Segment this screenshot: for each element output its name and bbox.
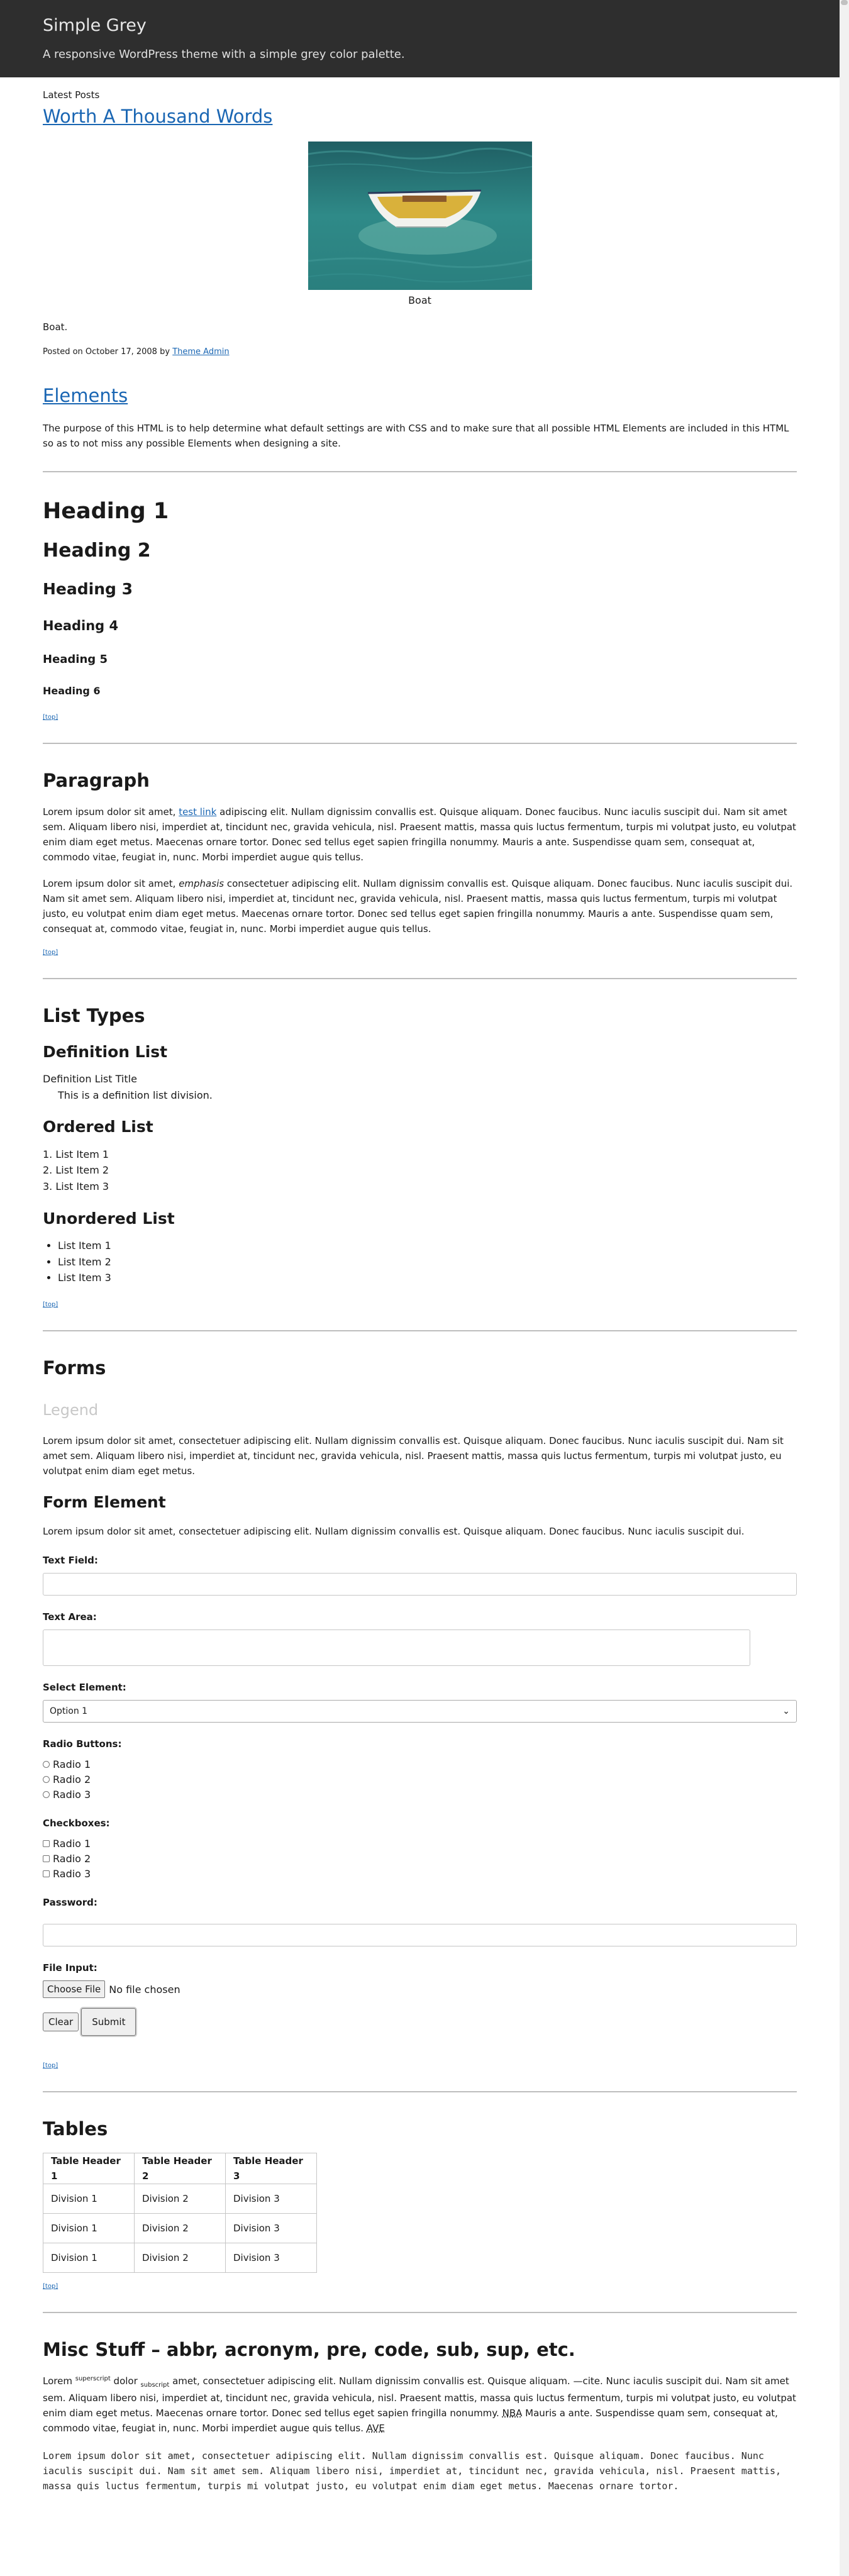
post-author-link[interactable]: Theme Admin: [172, 347, 230, 357]
list-item: 2. List Item 2: [43, 1164, 109, 1177]
select-value: Option 1: [50, 1706, 88, 1717]
checkbox-option[interactable]: Radio 1: [43, 1836, 797, 1851]
list-item: 1. List Item 1: [43, 1148, 109, 1160]
abbr-nba: NBA: [502, 2407, 523, 2419]
top-link[interactable]: [top]: [43, 1301, 58, 1308]
form-element-intro: Lorem ipsum dolor sit amet, consectetuer adipiscing elit. Nullam dignissim convallis est. Quisque aliquam. Donec faucibus. Nunc iaculis suscipit dui.: [43, 1526, 745, 1538]
choose-file-button[interactable]: Choose File: [43, 1980, 105, 1998]
section-title-tables: Tables: [43, 2118, 108, 2140]
site-title[interactable]: Simple Grey: [43, 16, 147, 35]
select-label: Select Element:: [43, 1682, 126, 1694]
post-title-link[interactable]: Elements: [43, 385, 128, 407]
heading-1: Heading 1: [43, 498, 169, 524]
divider: [43, 2091, 797, 2092]
file-status: No file chosen: [109, 1983, 180, 1996]
table-header: Table Header 3: [226, 2153, 317, 2184]
radio-option[interactable]: Radio 3: [43, 1787, 797, 1802]
post-title: [43, 384, 797, 408]
heading-5: Heading 5: [43, 652, 108, 666]
superscript-text: superscript: [75, 2375, 111, 2382]
list-item: • List Item 3: [58, 1270, 797, 1286]
text-field[interactable]: [43, 1573, 797, 1596]
password-label: Password:: [43, 1897, 97, 1909]
text-area-label: Text Area:: [43, 1611, 97, 1623]
table-cell: Division 3: [226, 2184, 317, 2214]
list-item: • List Item 1: [58, 1238, 797, 1254]
table-header-row: [43, 2153, 317, 2184]
select-element[interactable]: [43, 1700, 797, 1723]
heading-3: Heading 3: [43, 580, 133, 599]
table-cell: Division 1: [43, 2184, 135, 2214]
clear-button[interactable]: Clear: [43, 2012, 79, 2031]
main-content: [0, 77, 840, 2494]
radio-buttons-label: Radio Buttons:: [43, 1738, 122, 1750]
radio-option[interactable]: Radio 1: [43, 1757, 797, 1772]
checkbox[interactable]: [43, 1840, 50, 1847]
radio-button[interactable]: [43, 1791, 50, 1798]
definition-description: This is a definition list division.: [58, 1089, 213, 1101]
table-cell: Division 3: [226, 2214, 317, 2243]
table-cell: Division 2: [135, 2214, 226, 2243]
preformatted-text: Lorem ipsum dolor sit amet, consectetuer adipiscing elit. Nullam dignissim convallis est. Quisque aliquam. Donec faucibus. Nunc iaculis suscipit dui. Nam sit amet sem. Aliquam libero nisi, imperdiet at, tincidunt nec, gravida vehicula, nisl. Praesent mattis, massa quis luctus fermentum, turpis mi volutpat justo, eu volutpat enim diam eget metus. Maecenas ornare tortor.: [43, 2450, 781, 2492]
test-link[interactable]: test link: [179, 806, 217, 818]
table-cell: Division 3: [226, 2243, 317, 2273]
heading-4: Heading 4: [43, 618, 119, 634]
divider: [43, 1330, 797, 1331]
data-table: [43, 2153, 317, 2273]
form-element-title: Form Element: [43, 1492, 166, 1511]
section-title-misc: Misc Stuff – abbr, acronym, pre, code, sub, sup, etc.: [43, 2339, 575, 2361]
ordered-list-title: Ordered List: [43, 1118, 153, 1136]
form-buttons: [43, 2008, 797, 2036]
post-meta-text: Posted on October 17, 2008 by: [43, 347, 170, 357]
scrollbar-thumb[interactable]: [841, 0, 848, 5]
chevron-down-icon: ⌄: [782, 1706, 790, 1717]
radio-option[interactable]: Radio 2: [43, 1772, 797, 1787]
divider: [43, 978, 797, 979]
post-elements: [43, 384, 797, 2494]
paragraph-1: Lorem ipsum dolor sit amet, test link adipiscing elit. Nullam dignissim convallis est. Quisque aliquam. Donec faucibus. Nunc iaculis suscipit dui. Nam sit amet sem. Aliquam libero nisi, imperdiet at, tincidunt nec, gravida vehicula, nisl. Praesent mattis, massa quis luctus fermentum, turpis mi volutpat justo, eu volutpat enim diam eget metus. Maecenas ornare tortor. Donec sed tellus eget sapien fringilla nonummy. Mauris a ante. Suspendisse quam sem, consequat at, commodo vitae, feugiat in, nunc. Morbi imperdiet augue quis tellus.: [43, 806, 796, 863]
file-input-label: File Input:: [43, 1962, 97, 1974]
table-cell: Division 2: [135, 2184, 226, 2214]
subscript-text: subscript: [140, 2381, 170, 2389]
form-legend: Legend: [43, 1401, 99, 1419]
heading-2: Heading 2: [43, 540, 151, 562]
top-link[interactable]: [top]: [43, 2283, 58, 2290]
unordered-list-title: Unordered List: [43, 1209, 175, 1228]
radio-button[interactable]: [43, 1761, 50, 1768]
section-title-list-types: List Types: [43, 1004, 145, 1026]
table-header: Table Header 2: [135, 2153, 226, 2184]
post-title-link[interactable]: Worth A Thousand Words: [43, 106, 273, 127]
checkbox-group: [43, 1836, 797, 1881]
post-intro: The purpose of this HTML is to help determine what default settings are with CSS and to make sure that all possible HTML Elements are included in this HTML so as to not miss any possible Elements when designing a site.: [43, 422, 789, 449]
boat-photo[interactable]: [308, 142, 532, 290]
top-link[interactable]: [top]: [43, 2062, 58, 2070]
figure-caption: Boat: [408, 294, 431, 306]
checkboxes-label: Checkboxes:: [43, 1818, 110, 1829]
heading-6: Heading 6: [43, 684, 101, 697]
text-area[interactable]: [43, 1629, 750, 1666]
ordered-list: [43, 1146, 797, 1195]
definition-term: Definition List Title: [43, 1073, 137, 1085]
radio-group: [43, 1757, 797, 1802]
divider: [43, 2312, 797, 2313]
list-item: • List Item 2: [58, 1254, 797, 1270]
definition-list-title: Definition List: [43, 1042, 168, 1061]
post-body: Boat.: [43, 321, 68, 333]
submit-button[interactable]: Submit: [81, 2008, 136, 2036]
section-title-forms: Forms: [43, 1357, 106, 1379]
forms-intro: Lorem ipsum dolor sit amet, consectetuer adipiscing elit. Nullam dignissim convallis est. Quisque aliquam. Donec faucibus. Nunc iaculis suscipit dui. Nam sit amet sem. Aliquam libero nisi, imperdiet at, tincidunt nec, gravida vehicula, nisl. Praesent mattis, massa quis luctus fermentum, turpis mi volutpat justo, eu volutpat enim diam eget metus.: [43, 1435, 784, 1477]
site-header: [0, 0, 840, 77]
table-cell: Division 1: [43, 2243, 135, 2273]
post-worth-a-thousand-words: [43, 105, 797, 359]
emphasis-text: emphasis: [179, 877, 225, 889]
checkbox[interactable]: [43, 1855, 50, 1862]
table-row: [43, 2184, 317, 2214]
page-heading-latest-posts: Latest Posts: [43, 89, 100, 101]
table-cell: Division 2: [135, 2243, 226, 2273]
divider: [43, 743, 797, 744]
table-cell: Division 1: [43, 2214, 135, 2243]
post-meta: [43, 346, 797, 359]
post-figure: [308, 142, 532, 309]
checkbox-option[interactable]: Radio 3: [43, 1866, 797, 1881]
top-link[interactable]: [top]: [43, 714, 58, 721]
section-title-paragraph: Paragraph: [43, 770, 150, 792]
table-header: Table Header 1: [43, 2153, 135, 2184]
table-row: [43, 2214, 317, 2243]
radio-button[interactable]: [43, 1776, 50, 1783]
paragraph-2: Lorem ipsum dolor sit amet, emphasis consectetuer adipiscing elit. Nullam dignissim convallis est. Quisque aliquam. Donec faucibus. Nunc iaculis suscipit dui. Nam sit amet sem. Aliquam libero nisi, imperdiet at, tincidunt nec, gravida vehicula, nisl. Praesent mattis, massa quis luctus fermentum, turpis mi volutpat justo, eu volutpat enim diam eget metus. Maecenas ornare tortor. Donec sed tellus eget sapien fringilla nonummy. Mauris a ante. Suspendisse quam sem, consequat at, commodo vitae, feugiat in, nunc. Morbi imperdiet augue quis tellus.: [43, 877, 793, 935]
file-input: [43, 1980, 797, 1998]
unordered-list: [43, 1238, 797, 1286]
list-item: 3. List Item 3: [43, 1180, 109, 1192]
abbr-ave: AVE: [366, 2422, 385, 2434]
misc-paragraph: Lorem $^{superscript}$ dolor $_{subscript}$ amet, consectetuer adipiscing elit. Nullam dignissim convallis est. Quisque aliquam. —cite. Nunc iaculis suscipit dui. Nam sit amet sem. Aliquam libero nisi, imperdiet at, tincidunt nec, gravida vehicula, nisl. Praesent mattis, massa quis luctus fermentum, turpis mi volutpat justo, eu volutpat enim diam eget metus. Maecenas ornare tortor. Donec sed tellus eget sapien fringilla nonummy. NBA Mauris a ante. Suspendisse quam sem, consequat at, commodo vitae, feugiat in, nunc. Morbi imperdiet augue quis tellus. AVE: [43, 2375, 796, 2434]
checkbox-option[interactable]: Radio 2: [43, 1851, 797, 1866]
site-description: A responsive WordPress theme with a simple grey color palette.: [43, 48, 405, 61]
post-title: [43, 105, 797, 129]
password-field[interactable]: [43, 1924, 797, 1946]
top-link[interactable]: [top]: [43, 948, 58, 956]
divider: [43, 471, 797, 472]
text-field-label: Text Field:: [43, 1555, 98, 1567]
table-row: [43, 2243, 317, 2273]
checkbox[interactable]: [43, 1870, 50, 1877]
scrollbar-track[interactable]: [840, 0, 849, 2576]
